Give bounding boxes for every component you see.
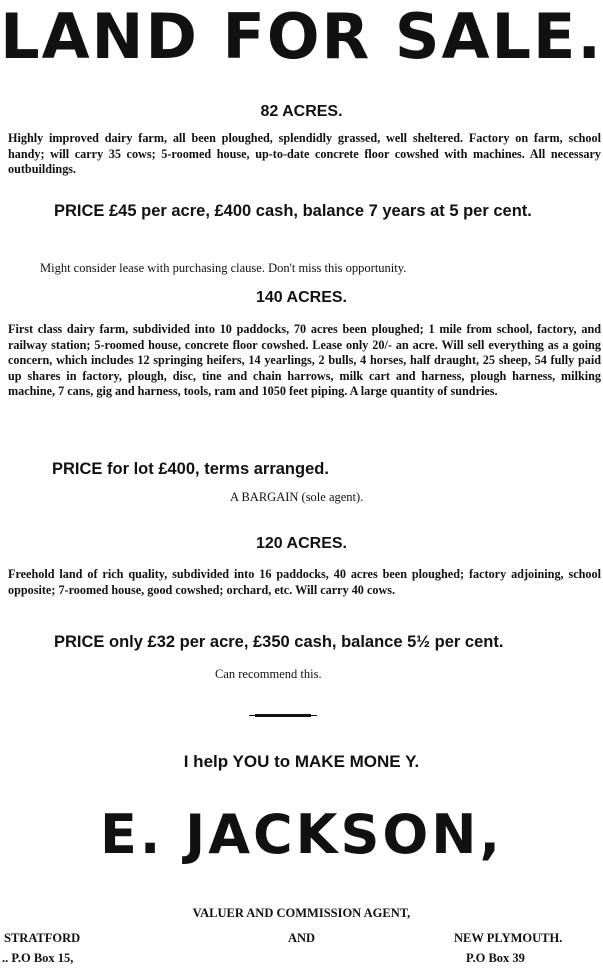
- agent-name: E. JACKSON,: [99, 803, 504, 866]
- office-stratford-box: .. P.O Box 15,: [2, 951, 74, 965]
- listing-3-description: Freehold land of rich quality, subdivided into 16 paddocks, 40 acres been ploughed; factory adjoining, school opposite; 7-roomed house, good cowshed; orchard, etc. Will carry 40 cows.: [8, 567, 601, 597]
- listing-2-note: A BARGAIN (sole agent).: [230, 490, 364, 504]
- listing-2-price: PRICE for lot £400, terms arranged.: [52, 460, 329, 478]
- office-new-plymouth-town: NEW PLYMOUTH.: [454, 931, 563, 945]
- listing-3-acres: 120 ACRES.: [256, 535, 347, 552]
- divider-rule: [255, 714, 311, 717]
- listing-1-acres: 82 ACRES.: [260, 103, 343, 120]
- agent-title: VALUER AND COMMISSION AGENT,: [192, 906, 411, 920]
- listing-2-acres: 140 ACRES.: [256, 289, 347, 306]
- listing-1-description: Highly improved dairy farm, all been ploughed, splendidly grassed, well sheltered. Factory on farm, school handy; will carry 35 cows; 5-roomed house, up-to-date concrete floor cowshed with machines. All necessary outbuildings.: [8, 131, 601, 176]
- slogan: I help YOU to MAKE MONE Y.: [183, 752, 420, 771]
- listing-2-description: First class dairy farm, subdivided into 10 paddocks, 70 acres been ploughed; 1 mile from school, factory, and railway station; 5-roomed house, concrete floor cowshed. Lease only 20/- an acre. Will sell everything as a going concern, which includes 12 springing heifers, 14 yearlings, 2 bulls, 4 horses, half draught, 25 sheep, 54 fully paid up shares in factory, plough, disc, tine and chain harrows, milk cart and harness, plough harness, milking machine, 7 cans, gig and harness, tools, ram and 1050 feet piping. A large quantity of sundries.: [8, 322, 601, 398]
- listing-3-price: PRICE only £32 per acre, £350 cash, balance 5½ per cent.: [54, 633, 504, 651]
- listing-3-note: Can recommend this.: [215, 667, 322, 681]
- office-new-plymouth-box: P.O Box 39: [466, 951, 525, 965]
- office-stratford-town: STRATFORD: [4, 931, 81, 945]
- and-word: AND: [287, 931, 316, 945]
- listing-1-price: PRICE £45 per acre, £400 cash, balance 7 years at 5 per cent.: [54, 202, 532, 220]
- listing-1-note: Might consider lease with purchasing clause. Don't miss this opportunity.: [40, 261, 407, 275]
- headline: LAND FOR SALE.: [0, 0, 603, 73]
